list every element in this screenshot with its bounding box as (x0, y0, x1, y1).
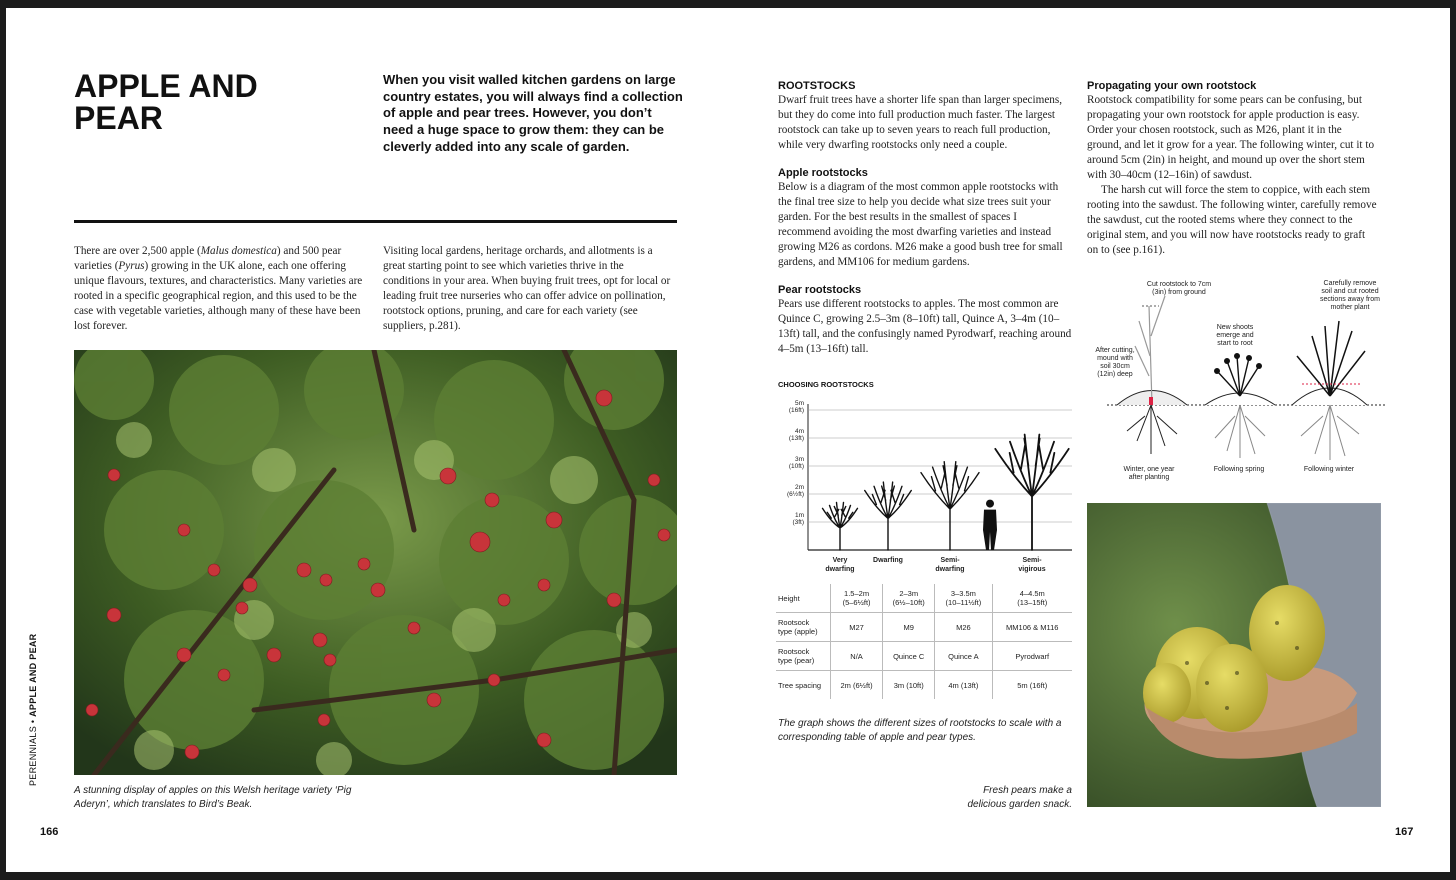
y-tick-label: 1m (794, 512, 804, 519)
label-cut-1: Cut rootstock to 7cm (1146, 281, 1212, 288)
left-page (6, 8, 728, 872)
table-cell: 2–3m (6½–10ft) (883, 584, 935, 613)
photo-caption-pear (908, 784, 1072, 812)
propagation-column (1087, 80, 1379, 258)
row-header: Height (778, 593, 800, 603)
rootstocks-body: Dwarf fruit trees have a shorter life span than larger specimens, but they do come into full production much faster. The largest rootstock can take up to seven years to reach full production, while very dwarfing rootstocks only need a couple. (778, 94, 1063, 151)
pears-in-hand-image (1087, 503, 1381, 807)
table-cell: 2m (6½ft) (831, 671, 883, 700)
y-tick-sublabel: (3ft) (792, 519, 804, 526)
tree-label-line-2: vigirous (1018, 566, 1046, 573)
tree-mark (865, 482, 912, 550)
tree-label-line-1: Semi- (1022, 557, 1042, 564)
tree-mark (921, 462, 979, 550)
chart-title: CHOOSING ROOTSTOCKS (778, 380, 874, 389)
person-scale-figure (983, 510, 997, 550)
rootstock-size-chart (778, 394, 1074, 584)
table-cell: 1.5–2m (5–6½ft) (831, 584, 883, 613)
label-shoots-2: emerge and (1216, 332, 1254, 339)
apple-rootstocks-heading: Apple rootstocks (778, 167, 868, 179)
table-cell: 4–4.5m (13–15ft) (992, 584, 1072, 613)
page-number-left: 166 (40, 826, 59, 838)
col1-text-a: There are over 2,500 apple ( (74, 245, 201, 257)
col1-text-b: ) and 500 pear varieties ( (74, 245, 342, 272)
body-column-2: Visiting local gardens, heritage orchards, and allotments is a great starting point to see which varieties thrive in the conditions in your area. When buying fruit trees, opt for local or leading fruit tree nurseries who can offer advice on pollination, rootstock options, pruning, and care for each variety (see suppliers, p.281). (383, 245, 671, 332)
label-remove-1: Carefully remove (1323, 280, 1377, 287)
right-page (728, 8, 1450, 872)
y-tick-sublabel: (10ft) (788, 463, 804, 470)
table-cell: 5m (16ft) (992, 671, 1072, 700)
y-tick-label: 5m (794, 400, 804, 407)
side-tab-bullet: • (28, 719, 38, 724)
label-after-2: mound with (1097, 355, 1133, 362)
pear-rootstocks-heading: Pear rootstocks (778, 284, 862, 296)
tree-label-line-1: Very (832, 557, 848, 564)
label-following-winter: Following winter (1303, 466, 1355, 473)
latin-apple: Malus domestica (200, 245, 277, 257)
table-cell: Quince A (935, 642, 992, 671)
row-header: Rootsock type (pear) (776, 642, 831, 671)
side-tab-section: PERENNIALS (28, 725, 38, 786)
label-remove-2: soil and cut rooted (1321, 288, 1379, 295)
label-remove-4: mother plant (1330, 304, 1370, 311)
propagation-body-1: Rootstock compatibility for some pears can be confusing, but propagating your own rootstock for apple production is easy. Order your chosen rootstock, such as M26, plant it in the ground, and let it grow for a year. The following winter, cut it to around 5cm (2in) in height, and mound up over the short stem with 30–40cm (12–16in) of sawdust. (1087, 94, 1375, 181)
label-shoots-3: start to root (1217, 340, 1253, 347)
tree-silhouette (921, 462, 979, 550)
label-shoots-1: New shoots (1216, 324, 1254, 331)
apple-tree-image (74, 350, 677, 775)
label-remove-3: sections away from (1320, 296, 1380, 303)
table-cell: MM106 & M116 (992, 613, 1072, 642)
tree-label-line-1: Semi- (940, 557, 960, 564)
pear-caption-line-1: Fresh pears make a (983, 785, 1072, 796)
table-cell: N/A (831, 642, 883, 671)
latin-pear: Pyrus (118, 260, 145, 272)
tree-mark (823, 502, 858, 550)
tree-mark (995, 435, 1068, 550)
tree-label-line-2: dwarfing (825, 566, 855, 573)
page-title (74, 70, 334, 134)
table-row (776, 671, 1072, 700)
rootstocks-column (778, 80, 1072, 357)
pear-caption-line-2: delicious garden snack. (967, 799, 1072, 810)
body-column-1 (74, 244, 370, 334)
y-tick-sublabel: (13ft) (788, 435, 804, 442)
propagation-diagram (1087, 266, 1397, 481)
label-after-1: After cutting, (1095, 347, 1135, 354)
intro-text: When you visit walled kitchen gardens on large country estates, you will always find a collection of apple and pear trees. However, you don’t need a huge space to grow them: they can be cleverly added into any scale of garden. (383, 72, 683, 154)
chart-caption: The graph shows the different sizes of rootstocks to scale with a corresponding table of apple and pear types. (778, 718, 1062, 743)
tree-silhouette (823, 502, 858, 550)
rootstocks-heading: ROOTSTOCKS (778, 80, 856, 92)
tree-label-line-1: Dwarfing (873, 557, 903, 564)
label-winter-1: Winter, one year (1123, 466, 1175, 473)
photo-caption-apple: A stunning display of apples on this Welsh heritage variety ‘Pig Aderyn’, which translates to Bird’s Beak. (74, 785, 352, 810)
pear-rootstocks-body: Pears use different rootstocks to apples. The most common are Quince C, growing 2.5–3m (8–10ft) tall, Quince A, 3–4m (10–13ft) tall, and the confusingly named Pyrodwarf, reaching around 4–5m (13–16ft) tall. (778, 298, 1072, 355)
table-cell: 4m (13ft) (935, 671, 992, 700)
propagation-body-2: The harsh cut will force the stem to coppice, with each stem rooting into the sawdust. The following winter, carefully remove the sawdust, cut the rooted stems where they connect to the original stem, and you will now have rootstocks ready to graft on to (see p.161). (1087, 184, 1377, 256)
section-side-tab (28, 586, 42, 786)
y-tick-sublabel: (6½ft) (787, 491, 804, 498)
apple-tree-photo (74, 350, 677, 775)
table-row (776, 584, 1072, 613)
y-tick-label: 3m (794, 456, 804, 463)
title-line-2: PEAR (74, 100, 163, 136)
table-cell: M9 (883, 613, 935, 642)
page-number-right: 167 (1395, 826, 1414, 838)
table-cell: M26 (935, 613, 992, 642)
pears-photo (1087, 503, 1381, 807)
label-after-3: soil 30cm (1100, 363, 1130, 370)
table-cell: 3m (10ft) (883, 671, 935, 700)
table-cell: Pyrodwarf (992, 642, 1072, 671)
label-spring: Following spring (1213, 466, 1265, 473)
tree-silhouette (865, 482, 912, 550)
y-tick-sublabel: (16ft) (788, 407, 804, 414)
label-after-4: (12in) deep (1097, 371, 1133, 378)
tree-silhouette (995, 435, 1068, 550)
tree-label-line-2: dwarfing (935, 566, 965, 573)
label-winter-2: after planting (1128, 474, 1170, 481)
table-cell: Quince C (883, 642, 935, 671)
section-divider (74, 220, 677, 223)
propagation-heading: Propagating your own rootstock (1087, 80, 1257, 92)
title-line-1: APPLE AND (74, 68, 258, 104)
table-cell: 3–3.5m (10–11½ft) (935, 584, 992, 613)
table-row (776, 642, 1072, 671)
apple-rootstocks-body: Below is a diagram of the most common apple rootstocks with the final tree size to help you decide what size trees suit your garden. For the best results in the smallest of spaces I recommend avoiding the most dwarfing varieties and instead growing M26 as cordons. M26 make a good bush tree for small gardens, and MM106 for medium gardens. (778, 181, 1063, 268)
label-cut-2: (3in) from ground (1152, 289, 1206, 296)
col1-text-c: ) growing in the UK alone, each one offering unique flavours, textures, and characteristics. Many varieties are rooted in a specific geographical region, and this used to be the case with vegetable varieties, although many of these have been lost forever. (74, 260, 363, 332)
side-tab-title: APPLE AND PEAR (28, 633, 38, 717)
person-head (986, 500, 994, 508)
y-tick-label: 2m (794, 484, 804, 491)
following-winter-illustration (1292, 321, 1367, 460)
y-tick-label: 4m (794, 428, 804, 435)
table-cell: M27 (831, 613, 883, 642)
row-header: Rootsock type (apple) (776, 613, 831, 642)
rootstock-table (776, 584, 1072, 699)
row-header: Tree spacing (776, 671, 831, 700)
table-row (776, 613, 1072, 642)
